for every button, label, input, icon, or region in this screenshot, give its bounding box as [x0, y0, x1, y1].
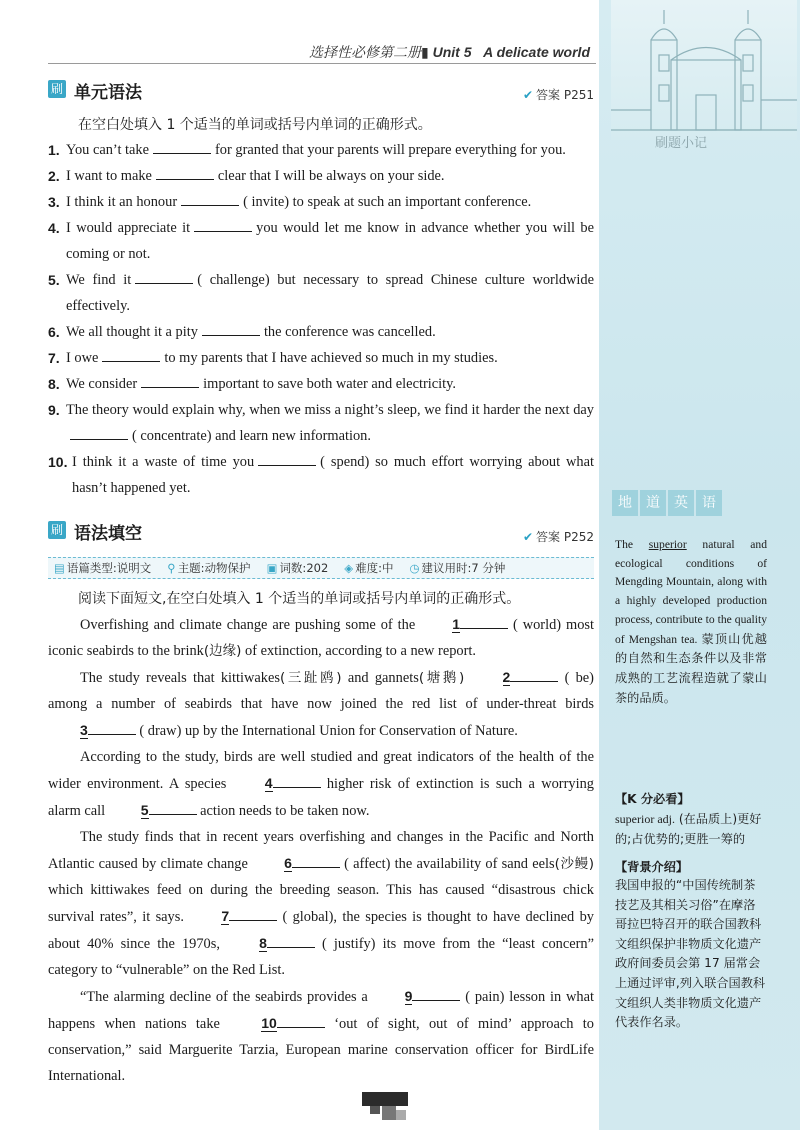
blank-number: 2: [502, 669, 511, 685]
item-text: ( challenge) but necessary to spread Chinese culture worldwide effectively.: [66, 272, 594, 314]
answer-ref: [523, 528, 594, 545]
item-text: the conference was cancelled.: [263, 324, 436, 340]
passage-text: ‘out of sight, out of mind’ approach to conservation,” said Marguerite Tarzia, European marine conservation officer for BirdLife International.: [48, 1016, 594, 1084]
item-text: We find it: [66, 272, 132, 288]
info-label: 主题:: [177, 561, 205, 575]
k-word: superior adj.: [615, 812, 675, 826]
numbered-blank[interactable]: [229, 1010, 325, 1037]
passage-text: ( affect) the availability of sand eels: [344, 856, 555, 872]
info-value: 说明文: [116, 561, 152, 575]
paragraph: [48, 611, 594, 664]
item-text: to my parents that I have achieved so much in my studies.: [164, 350, 498, 366]
answer-label: 答案 P252: [536, 530, 594, 544]
header-book: 选择性必修第二册: [308, 44, 421, 60]
k-definition: [615, 810, 767, 849]
item-text: clear that I will be always on your side.: [217, 168, 445, 184]
passage-text: ( global), the species is thought to have declined by about 40% since the 1970s,: [48, 909, 594, 952]
answer-blank[interactable]: [141, 375, 199, 388]
item-text: important to save both water and electricity.: [203, 376, 456, 392]
info-type: [54, 560, 151, 576]
item-number: 10.: [48, 454, 68, 470]
list-item: [48, 163, 594, 189]
item-text: The theory would explain why, when we miss a night’s sleep, we find it harder the next day: [66, 402, 594, 418]
item-text: I would appreciate it: [66, 220, 191, 236]
dd-underlined-word: superior: [648, 538, 687, 551]
item-number: 1.: [48, 142, 60, 158]
numbered-blank[interactable]: [252, 850, 340, 877]
gloss: (边缘): [203, 643, 242, 659]
item-number: 6.: [48, 324, 60, 340]
list-item: [48, 345, 594, 371]
info-label: 建议用时:: [421, 561, 472, 575]
item-text: I owe: [66, 350, 99, 366]
dd-text: The: [615, 538, 634, 551]
item-text: you would let me know in advance whether you will be coming or not.: [66, 220, 594, 262]
section-title: 单元语法: [74, 83, 142, 103]
item-number: 4.: [48, 220, 60, 236]
paragraph: [48, 664, 594, 744]
numbered-blank[interactable]: [373, 983, 461, 1010]
gloss: (三趾鸥): [279, 670, 342, 686]
info-value: 202: [306, 561, 329, 575]
list-item: [48, 319, 594, 345]
info-time: [410, 560, 506, 576]
passage-text: of extinction, according to a new report.: [245, 643, 476, 659]
instruction: 在空白处填入 1 个适当的单词或括号内单词的正确形式。: [78, 117, 432, 133]
running-header: 选择性必修第二册▮ Unit 5 A delicate world: [308, 44, 590, 60]
answer-blank[interactable]: [156, 167, 214, 180]
passage-text: The study finds that in recent years overfishing and changes in the Pacific and North Atlantic caused by climate change: [48, 829, 594, 872]
background-heading: 【背景介绍】: [615, 860, 689, 874]
list-item: [48, 267, 594, 319]
item-number: 5.: [48, 272, 60, 288]
list-item: [48, 189, 594, 215]
info-value: 动物保护: [204, 561, 251, 575]
answer-blank[interactable]: [135, 271, 193, 284]
exercise-list: [48, 137, 594, 501]
blank-number: 10: [261, 1015, 277, 1031]
answer-ref: [523, 86, 594, 103]
passage-text: Overfishing and climate change are pushing some of the: [80, 617, 416, 633]
info-value: 中: [382, 561, 394, 575]
answer-blank[interactable]: [258, 453, 316, 466]
difficulty-icon: ◈: [344, 561, 354, 575]
passage-info-bar: [48, 557, 594, 579]
paragraph: [48, 824, 594, 983]
paragraph: [48, 744, 594, 824]
word-count-icon: ▣: [266, 561, 278, 575]
note-title: 刷题小记: [655, 136, 708, 151]
item-number: 7.: [48, 350, 60, 366]
answer-blank[interactable]: [181, 193, 239, 206]
numbered-blank[interactable]: [420, 611, 508, 638]
info-theme: [167, 560, 250, 576]
item-number: 2.: [48, 168, 60, 184]
passage-text: ( justify) its move from the “least concern” category to “vulnerable” on the Red List.: [48, 936, 594, 978]
list-item: [48, 215, 594, 267]
numbered-blank[interactable]: [233, 770, 321, 797]
list-item: [48, 449, 594, 501]
blank-number: 4: [264, 775, 273, 791]
blank-number: 5: [140, 802, 149, 818]
item-text: You can’t take: [66, 142, 150, 158]
numbered-blank[interactable]: [471, 664, 559, 691]
gloss: (沙鳗): [554, 856, 594, 872]
item-text: I want to make: [66, 168, 152, 184]
item-text: We consider: [66, 376, 138, 392]
passage-text: which kittiwakes feed on during the breeding season. This has caused “disastrous chick survival rates”, it says.: [48, 882, 594, 925]
passage-text: ( world) most iconic seabirds to the brink: [48, 617, 594, 659]
checkmark-icon: ✔: [522, 88, 534, 102]
passage-text: ( pain) lesson in what happens when nations take: [48, 989, 594, 1032]
item-number: 9.: [48, 402, 60, 418]
item-number: 8.: [48, 376, 60, 392]
header-unit-title: A delicate world: [483, 44, 590, 60]
dd-translation: 蒙顶山优越的自然和生态条件以及非常成熟的工艺流程造就了蒙山茶的品质。: [615, 631, 767, 705]
numbered-blank[interactable]: [227, 930, 315, 957]
answer-blank[interactable]: [70, 427, 128, 440]
answer-label: 答案 P251: [536, 88, 594, 102]
brush-icon: 刷: [48, 521, 66, 539]
cloze-passage: [48, 611, 594, 1089]
passage-text: action needs to be taken now.: [200, 803, 370, 819]
search-icon: ⚲: [167, 561, 176, 575]
item-text: I think it a waste of time you: [72, 454, 255, 470]
info-value: 7 分钟: [471, 561, 506, 575]
info-difficulty: [344, 560, 393, 576]
passage-text: higher risk of extinction is such a worrying alarm call: [48, 776, 594, 819]
authentic-english-badge: [612, 490, 722, 516]
header-rule: [48, 63, 596, 64]
checkmark-icon: ✔: [522, 530, 534, 544]
passage-text: and gannets: [347, 670, 419, 686]
instruction: 阅读下面短文,在空白处填入 1 个适当的单词或括号内单词的正确形式。: [78, 591, 521, 607]
gloss: (塘鹅): [418, 670, 465, 686]
passage-text: According to the study, birds are well studied and great indicators of the health of the wider environment. A species: [48, 749, 594, 792]
authentic-english-paragraph: [615, 536, 767, 708]
section-title: 语法填空: [74, 524, 142, 544]
answer-blank[interactable]: [153, 141, 211, 154]
numbered-blank[interactable]: [48, 717, 136, 744]
passage-text: ( draw) up by the International Union for Conservation of Nature.: [139, 723, 518, 739]
item-text: ( concentrate) and learn new information.: [132, 428, 371, 444]
blank-number: 1: [452, 616, 460, 632]
badge-char: 道: [640, 490, 666, 516]
numbered-blank[interactable]: [189, 903, 277, 930]
header-unit: Unit 5: [432, 44, 472, 60]
list-item: [48, 137, 594, 163]
k-heading: 【K 分必看】: [615, 792, 690, 806]
church-illustration: [611, 0, 797, 140]
info-label: 词数:: [279, 561, 307, 575]
info-label: 语篇类型:: [66, 561, 117, 575]
item-text: We all thought it a pity: [66, 324, 198, 340]
blank-number: 9: [404, 988, 413, 1004]
item-number: 3.: [48, 194, 60, 210]
clock-icon: ◷: [409, 561, 420, 575]
background-text: 我国申报的“中国传统制茶技艺及其相关习俗”在摩洛哥拉巴特召开的联合国教科文组织保护非物质文化遗产政府间委员会第 17 届常会上通过评审,列入联合国教科文组织人类非物质文化遗产代表作名录。: [615, 878, 766, 1030]
dd-text: natural and ecological conditions of Mengding Mountain, along with a highly developed production process, contribute to the quality of Mengshan tea.: [615, 538, 768, 646]
page-number: 149: [370, 1078, 396, 1095]
answer-blank[interactable]: [102, 349, 160, 362]
answer-blank[interactable]: [202, 323, 260, 336]
blank-number: 8: [259, 935, 267, 951]
info-label: 难度:: [355, 561, 382, 575]
blank-number: 6: [284, 855, 292, 871]
k-text: (在品质上)更好的;占优势的;更胜一筹的: [615, 812, 762, 846]
paragraph: [48, 983, 594, 1089]
list-item: [48, 371, 594, 397]
passage-text: The study reveals that kittiwakes: [80, 670, 280, 686]
list-item: [48, 397, 594, 449]
text-type-icon: ▤: [54, 561, 65, 575]
item-text: ( invite) to speak at such an important conference.: [243, 194, 532, 210]
badge-char: 英: [668, 490, 694, 516]
passage-text: “The alarming decline of the seabirds provides a: [80, 989, 368, 1005]
blank-number: 7: [221, 908, 230, 924]
item-text: for granted that your parents will prepare everything for you.: [215, 142, 566, 158]
badge-char: 语: [696, 490, 722, 516]
passage-text: ( be) among a number of seabirds that have now joined the red list of under-threat birds: [48, 670, 594, 712]
answer-blank[interactable]: [194, 219, 252, 232]
info-words: [267, 560, 329, 576]
blank-number: 3: [80, 722, 88, 738]
numbered-blank[interactable]: [109, 797, 197, 824]
brush-icon: 刷: [48, 80, 66, 98]
badge-char: 地: [612, 490, 638, 516]
item-text: ( spend) so much effort worrying about what hasn’t happened yet.: [72, 454, 594, 496]
item-text: I think it an honour: [66, 194, 178, 210]
